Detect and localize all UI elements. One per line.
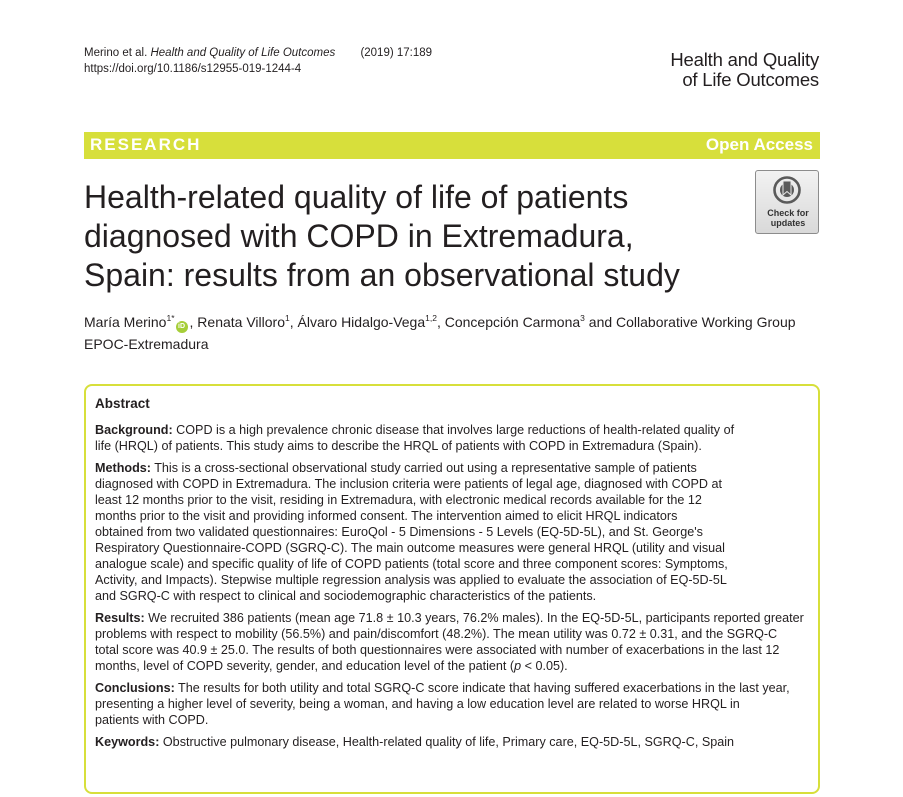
article-type-banner [84, 132, 820, 159]
abstract-box [84, 384, 820, 794]
section-text: patients with COPD. [95, 713, 209, 727]
author-name: , Álvaro Hidalgo-Vega [289, 314, 426, 330]
title-line: Spain: results from an observational study [84, 257, 680, 293]
affiliation-marker: 1,2 [425, 313, 437, 323]
journal-name [670, 50, 819, 90]
section-label: Background: [95, 423, 173, 437]
section-text: COPD is a high prevalence chronic disease that involves large reductions of health-related quality of [172, 423, 735, 437]
check-for-updates-text: updates [770, 218, 806, 228]
section-text: problems with respect to mobility (56.5%) and pain/discomfort (48.2%). The mean utility was 0.72 ± 0.31, and the SGRQ-C [95, 627, 778, 641]
section-text: diagnosed with COPD in Extremadura. The inclusion criteria were patients of legal age, diagnosed with COPD at [95, 477, 722, 491]
affiliation-marker: 1 [284, 313, 290, 323]
abstract-methods [95, 460, 808, 604]
abstract-results [95, 610, 808, 674]
citation-journal: Health and Quality of Life Outcomes [150, 47, 336, 59]
abstract-background [95, 422, 808, 454]
doi-link[interactable]: https://doi.org/10.1186/s12955-019-1244-4 [84, 63, 302, 75]
check-for-updates-button[interactable] [755, 170, 819, 234]
citation-block [84, 45, 432, 77]
section-text: We recruited 386 patients (mean age 71.8 ± 10.3 years, 76.2% males). In the EQ-5D-5L, participants reported greater [144, 611, 804, 625]
section-text: Activity, and Impacts). Stepwise multiple regression analysis was applied to evaluate the association of EQ-5D-5L [95, 573, 727, 587]
article-type-label: RESEARCH [90, 135, 202, 154]
author-list [84, 311, 824, 355]
author-name: , Renata Villoro [189, 314, 285, 330]
section-label: Conclusions: [95, 681, 175, 695]
journal-name-line1: Health and Quality [670, 49, 819, 70]
section-text: life (HRQL) of patients. This study aims to describe the HRQL of patients with COPD in Extremadura (Spain). [95, 439, 702, 453]
abstract-keywords [95, 734, 808, 750]
bookmark-ring-icon [773, 176, 801, 204]
section-text: presenting a higher level of severity, being a woman, and having a low education level are related to worse HRQL in [95, 697, 740, 711]
section-text: and SGRQ-C with respect to clinical and sociodemographic characteristics of the patients. [95, 589, 597, 603]
section-text: total score was 40.9 ± 25.0. The results of both questionnaires were associated with number of exacerbations in the last 12 [95, 643, 780, 657]
orcid-icon[interactable]: iD [176, 321, 188, 333]
section-text: least 12 months prior to the visit, residing in Extremadura, with electronic medical records available for the 12 [95, 493, 702, 507]
article-title [84, 178, 724, 295]
section-label: Methods: [95, 461, 151, 475]
abstract-heading: Abstract [95, 396, 150, 411]
author-name: , Concepción Carmona [436, 314, 581, 330]
citation-year-volume: (2019) 17:189 [360, 47, 433, 59]
check-for-updates-text: Check for [767, 208, 809, 218]
section-label: Results: [95, 611, 145, 625]
section-text: analogue scale) and specific quality of life of COPD patients (total score and three component scores: Symptoms, [95, 557, 728, 571]
section-text: This is a cross-sectional observational study carried out using a representative sample of patients [150, 461, 697, 475]
section-text: The results for both utility and total SGRQ-C score indicate that having suffered exacerbations in the last year, [174, 681, 790, 695]
affiliation-marker: 1* [166, 313, 175, 323]
section-text: months prior to the visit and providing informed consent. The intervention aimed to elicit HRQL indicators [95, 509, 678, 523]
abstract-conclusions [95, 680, 808, 728]
section-text: months, level of COPD severity, gender, and education level of the patient ( [95, 659, 515, 673]
p-value-symbol: p [514, 659, 522, 673]
section-label: Keywords: [95, 735, 160, 749]
section-text: Respiratory Questionnaire-COPD (SGRQ-C). The main outcome measures were general HRQL (utility and visual [95, 541, 725, 555]
keywords-text: Obstructive pulmonary disease, Health-related quality of life, Primary care, EQ-5D-5L, SGRQ-C, Spain [159, 735, 735, 749]
affiliation-marker: 3 [580, 313, 585, 323]
author-name: and Collaborative Working Group [584, 314, 796, 330]
author-group: EPOC-Extremadura [84, 336, 209, 352]
open-access-label: Open Access [705, 135, 813, 154]
citation-authors: Merino et al. [84, 47, 148, 59]
section-text: < 0.05). [521, 659, 568, 673]
title-line: diagnosed with COPD in Extremadura, [84, 218, 634, 254]
journal-name-line2: of Life Outcomes [682, 69, 819, 90]
title-line: Health-related quality of life of patients [84, 179, 629, 215]
author-name: María Merino [84, 314, 167, 330]
section-text: obtained from two validated questionnaires: EuroQol - 5 Dimensions - 5 Levels (EQ-5D-5L), and St. George's [95, 525, 703, 539]
